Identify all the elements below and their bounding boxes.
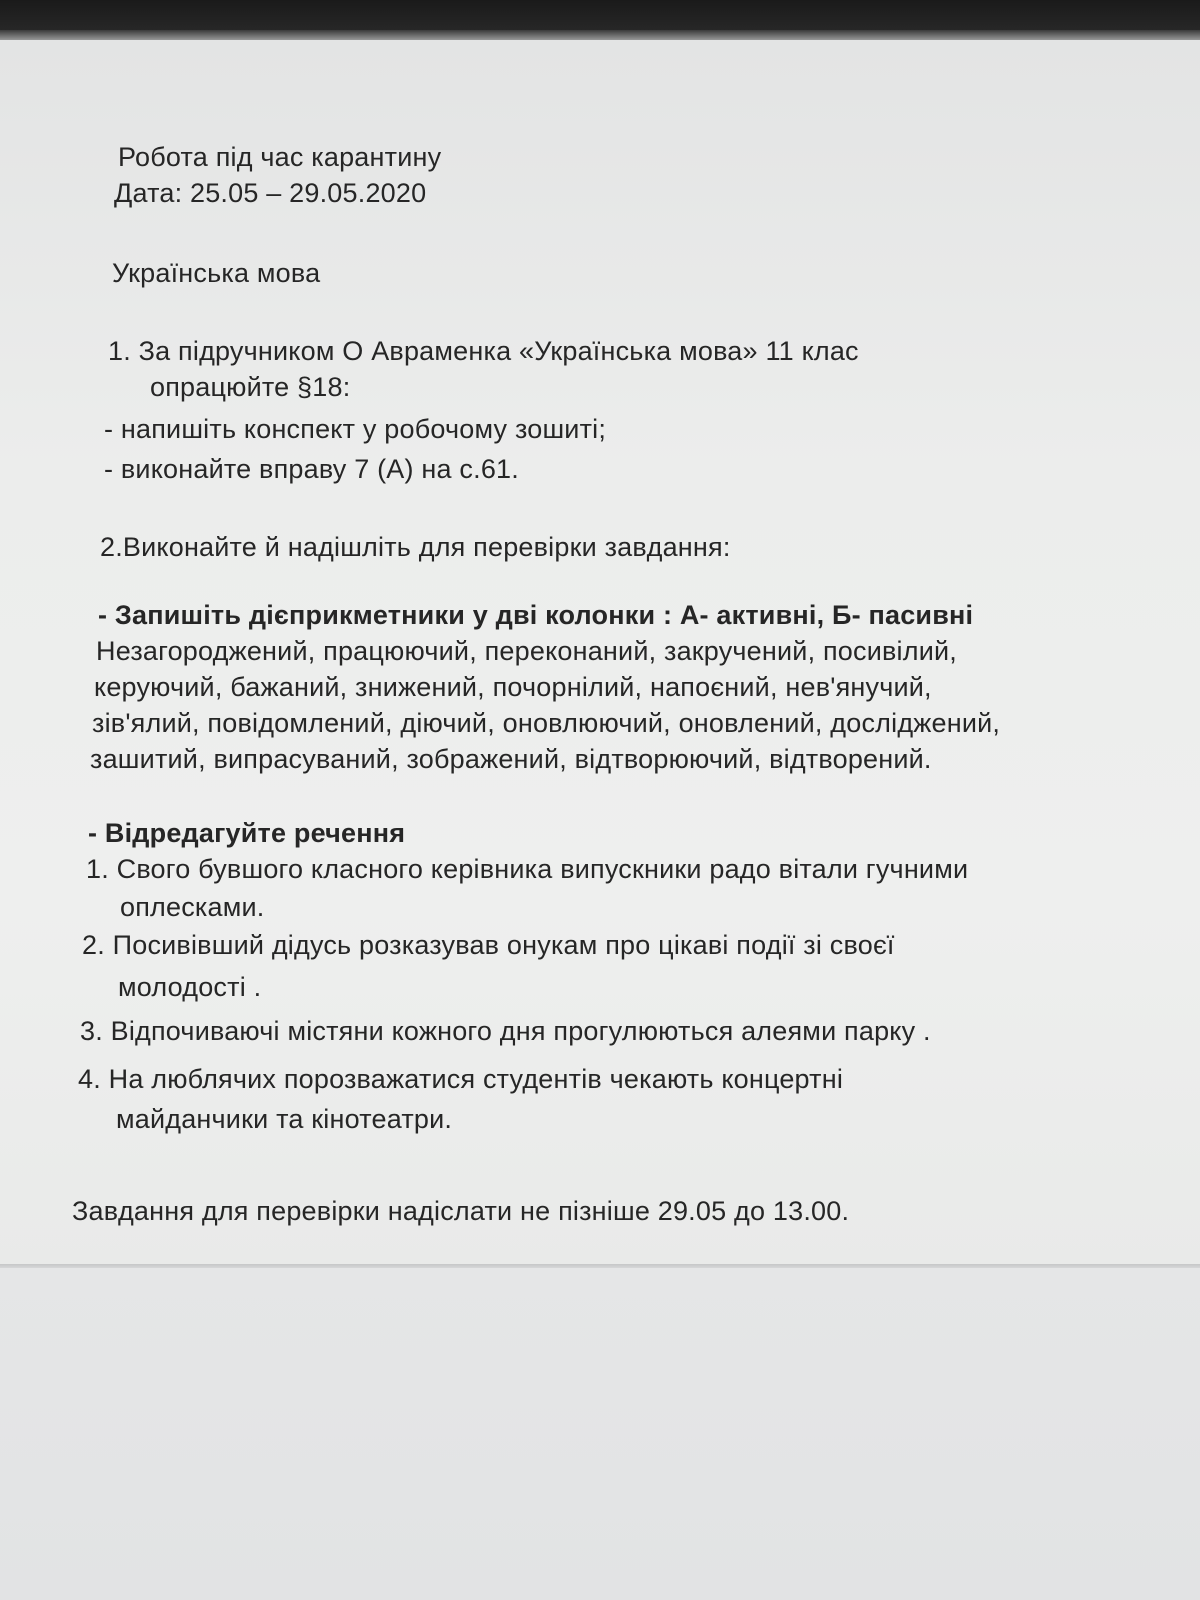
participles-line-4: зашитий, випрасуваний, зображений, відтворюючий, відтворений. — [90, 744, 932, 774]
task2-intro: 2.Виконайте й надішліть для перевірки завдання: — [100, 532, 731, 562]
deadline-note: Завдання для перевірки надіслати не пізніше 29.05 до 13.00. — [72, 1196, 850, 1226]
participles-line-2: керуючий, бажаний, знижений, почорнілий, напоєний, нев'янучий, — [94, 672, 932, 702]
document-date: Дата: 25.05 – 29.05.2020 — [114, 178, 427, 208]
lower-blank-sheet — [0, 1268, 1200, 1600]
subtask-a-heading: - Запишіть дієприкметники у дві колонки : А- активні, Б- пасивні — [98, 600, 974, 630]
sentence-2-line2: молодості . — [118, 972, 262, 1002]
task1-line2: опрацюйте §18: — [150, 372, 351, 402]
document-title: Робота під час карантину — [118, 142, 442, 172]
task1-line1: 1. За підручником О Авраменка «Українська мова» 11 клас — [108, 336, 859, 366]
sentence-1-line2: оплесками. — [120, 892, 265, 922]
dark-background-strip — [0, 0, 1200, 40]
participles-line-1: Незагороджений, працюючий, переконаний, закручений, посивілий, — [96, 636, 957, 666]
subtask-b-heading: - Відредагуйте речення — [88, 818, 406, 848]
sentence-3-line1: 3. Відпочиваючі містяни кожного дня прогулюються алеями парку . — [80, 1016, 931, 1046]
task1-bullet-2: - виконайте вправу 7 (А) на с.61. — [104, 454, 519, 484]
sentence-1-line1: 1. Свого бувшого класного керівника випускники радо вітали гучними — [86, 854, 969, 884]
task1-bullet-1: - напишіть конспект у робочому зошиті; — [104, 414, 607, 444]
sentence-4-line1: 4. На люблячих порозважатися студентів чекають концертні — [78, 1064, 844, 1094]
sentence-2-line1: 2. Посивівший дідусь розказував онукам про цікаві події зі своєї — [82, 930, 895, 960]
sentence-4-line2: майданчики та кінотеатри. — [116, 1104, 453, 1134]
participles-line-3: зів'ялий, повідомлений, діючий, оновлюючий, оновлений, досліджений, — [92, 708, 1001, 738]
subject-name: Українська мова — [112, 258, 321, 288]
